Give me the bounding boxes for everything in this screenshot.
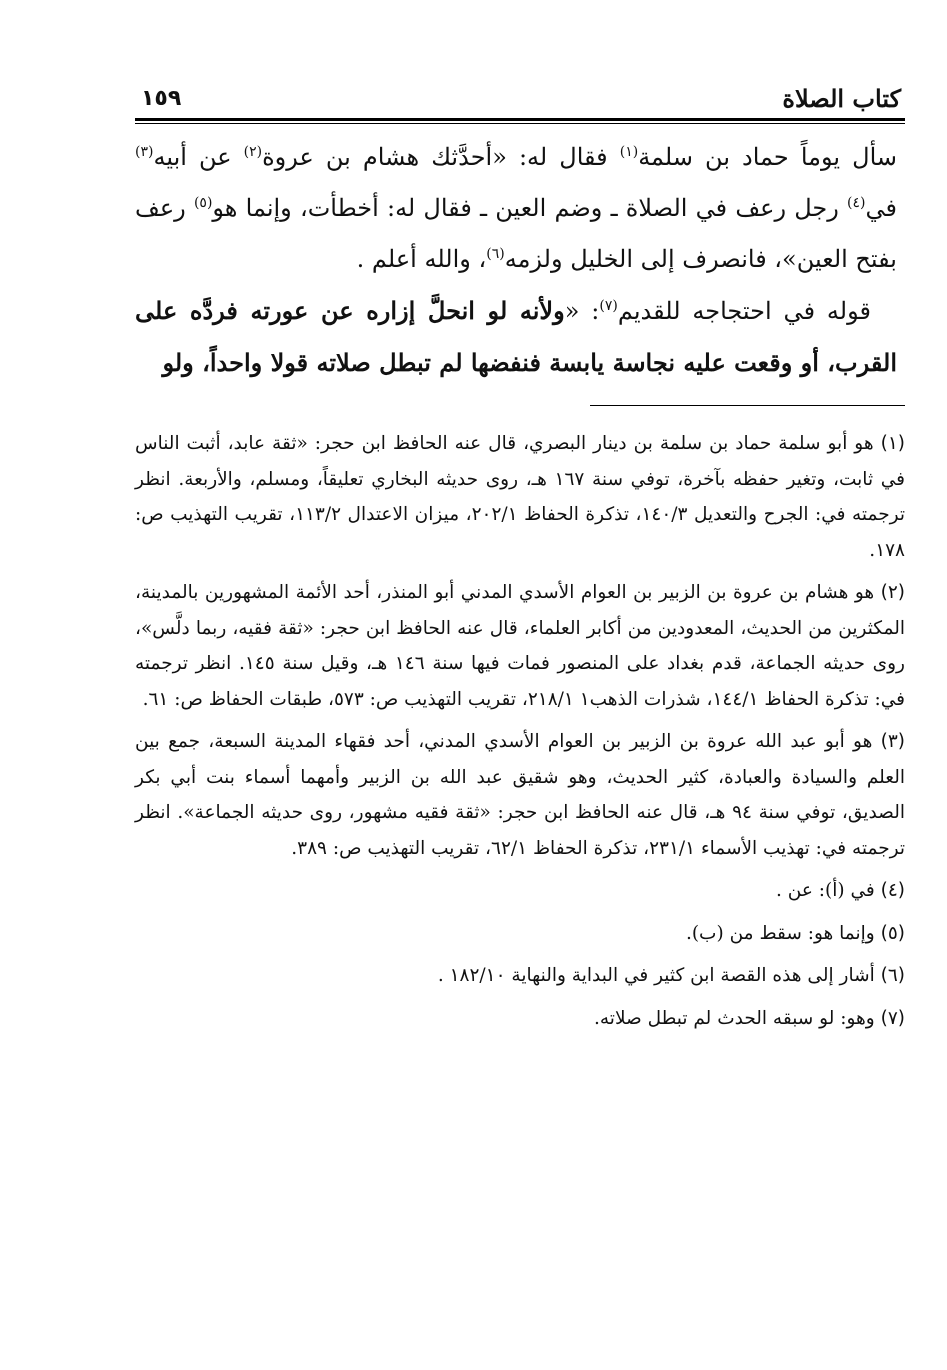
footnote-ref-3[interactable]: (٣) bbox=[135, 144, 154, 160]
footnote-ref-7[interactable]: (٧) bbox=[599, 298, 618, 314]
page-number: ١٥٩ bbox=[141, 86, 182, 111]
footnote-ref-5[interactable]: (٥) bbox=[193, 195, 213, 211]
header-double-rule bbox=[135, 118, 905, 124]
footnote-5 bbox=[135, 916, 905, 952]
footnote-text: أشار إلى هذه القصة ابن كثير في البداية والنهاية ١٨٢/١٠ . bbox=[437, 965, 875, 986]
book-page bbox=[135, 80, 905, 1340]
footnote-4 bbox=[135, 873, 905, 909]
text-run: فقال له: «أحدَّثك هشام بن عروة bbox=[262, 143, 620, 171]
footnote-text: وإنما هو: سقط من (ب). bbox=[685, 922, 875, 944]
footnote-ref-6[interactable]: (٦) bbox=[486, 246, 505, 262]
footnote-ref-1[interactable]: (١) bbox=[619, 144, 639, 160]
footnote-3 bbox=[135, 724, 905, 866]
footnote-number: (٤) bbox=[880, 880, 905, 901]
bold-quote: ولأنه لو انحلَّ إزاره عن عورته فردَّه على القرب، أو وقعت عليه نجاسة يابسة فنفضها لم تبطل صلاته قولا واحداً، ولو bbox=[135, 296, 897, 377]
footnote-ref-4[interactable]: (٤) bbox=[847, 195, 866, 211]
text-run: رعف بفتح العين»، فانصرف إلى الخليل ولزمه bbox=[135, 194, 897, 273]
main-paragraph-2 bbox=[135, 285, 897, 389]
footnote-6 bbox=[135, 958, 905, 994]
footnote-text: هو أبو عبد الله عروة بن الزبير بن العوام الأسدي المدني، أحد فقهاء المدينة السبعة، جمع بين العلم والسيادة والعبادة، كثير الحديث، وهو شقيق عبد الله بن الزبير وأمهما أسماء بنت أبي بكر الصديق، توفي سنة ٩٤ هـ، قال عنه الحافظ ابن حجر: «ثقة فقيه مشهور، روى حديثه الجماعة». انظر ترجمته في: تهذيب الأسماء ٢٣١/١، تذكرة الحفاظ ٦٢/١، تقريب التهذيب ص: ٣٨٩. bbox=[135, 731, 905, 859]
footnote-number: (٢) bbox=[880, 582, 906, 603]
footnote-text: هو هشام بن عروة بن الزبير بن العوام الأسدي المدني أبو المنذر، أحد الأئمة المشهورين بالمدينة، المكثرين من الحديث، المعدودين من أكابر العلماء، قال عنه الحافظ ابن حجر: «ثقة فقيه، ربما دلَّس»، روى حديثه الجماعة، قدم بغداد على المنصور فمات فيها سنة ١٤٦ هـ، وقيل سنة ١٤٥. انظر ترجمته في: تذكرة الحفاظ ١٤٤/١، شذرات الذهب١ ٢١٨/١، تقريب التهذيب ص: ٥٧٣، طبقات الحفاظ ص: ٦١. bbox=[135, 582, 905, 710]
text-run: قوله في احتجاجه للقديم bbox=[617, 297, 871, 325]
text-run: : « bbox=[564, 297, 600, 325]
footnote-number: (٥) bbox=[880, 922, 905, 944]
main-text bbox=[135, 132, 905, 389]
running-header bbox=[135, 80, 905, 118]
footnote-text: وهو: لو سبقه الحدث لم تبطل صلاته. bbox=[594, 1007, 875, 1029]
footnote-ref-2[interactable]: (٢) bbox=[243, 144, 263, 160]
text-run: ، والله أعلم . bbox=[356, 245, 487, 273]
footnotes bbox=[135, 426, 905, 1036]
footnote-separator-wrap bbox=[135, 389, 905, 426]
footnote-text: في (أ): عن . bbox=[776, 880, 875, 901]
footnote-number: (٦) bbox=[880, 965, 905, 986]
footnote-1 bbox=[135, 426, 905, 568]
main-paragraph-1 bbox=[135, 132, 897, 285]
text-run: في bbox=[865, 194, 897, 222]
footnote-2 bbox=[135, 575, 905, 717]
footnote-number: (١) bbox=[880, 433, 905, 454]
footnote-7 bbox=[135, 1001, 905, 1037]
text-run: عن أبيه bbox=[153, 143, 244, 171]
footnote-number: (٣) bbox=[880, 731, 905, 752]
footnote-separator bbox=[590, 405, 905, 406]
text-run: سأل يوماً حماد بن سلمة bbox=[638, 143, 897, 171]
footnote-text: هو أبو سلمة حماد بن سلمة بن دينار البصري، قال عنه الحافظ ابن حجر: «ثقة عابد، أثبت الناس في ثابت، وتغير حفظه بآخرة، توفي سنة ١٦٧ هـ، روى حديثه البخاري تعليقاً، ومسلم، والأربعة. انظر ترجمته في: الجرح والتعديل ١٤٠/٣، تذكرة الحفاظ ٢٠٢/١، ميزان الاعتدال ١١٣/٢، تقريب التهذيب ص: ١٧٨. bbox=[135, 433, 906, 561]
footnote-number: (٧) bbox=[880, 1007, 905, 1029]
chapter-title: كتاب الصلاة bbox=[782, 84, 901, 113]
text-run: رجل رعف في الصلاة ـ وضم العين ـ فقال له: أخطأت، وإنما هو bbox=[212, 194, 848, 222]
